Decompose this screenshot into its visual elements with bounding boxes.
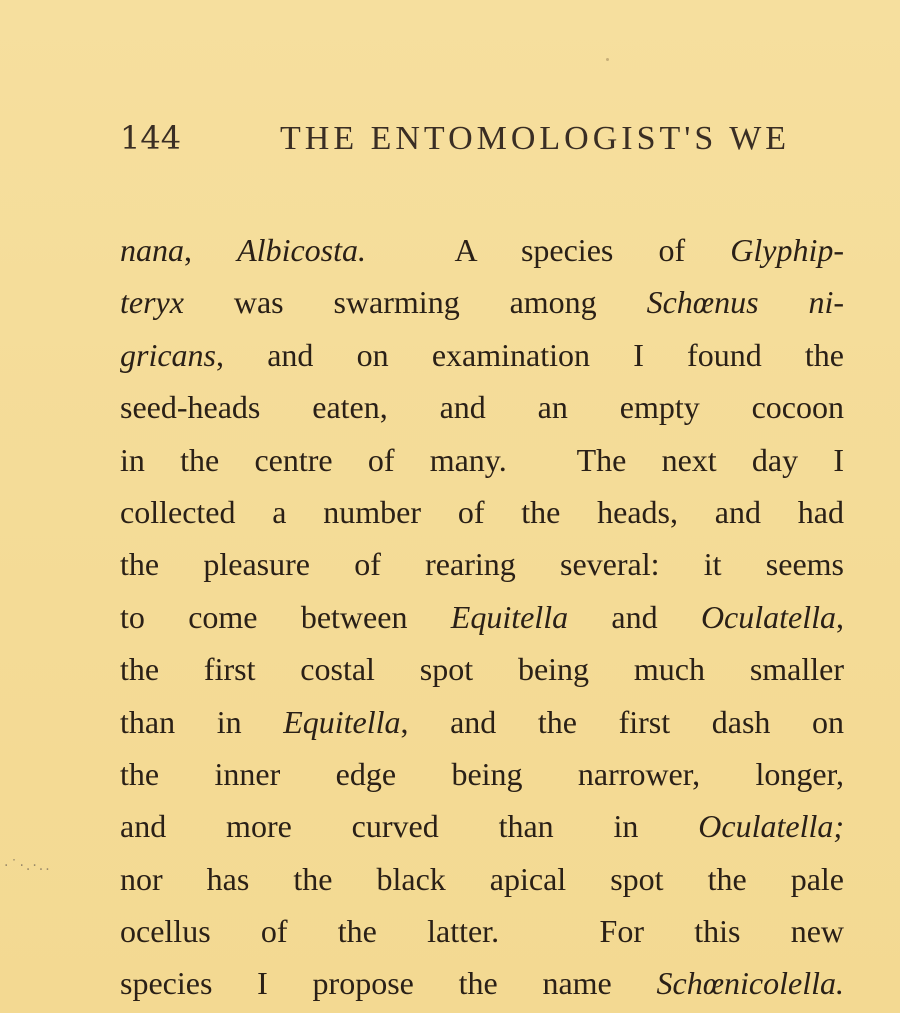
text-line (120, 957, 844, 1009)
text-run: seed-heads eaten, and an empty cocoon (120, 389, 844, 426)
text-line (120, 486, 844, 538)
text-run: to come between (120, 598, 451, 635)
text-run: , and the first dash on (400, 703, 845, 740)
text-line (120, 591, 844, 643)
text-run: in the centre of many. The next day I (120, 441, 844, 478)
text-line (120, 329, 844, 381)
text-run: the inner edge being narrower, longer, (120, 755, 844, 792)
text-line (120, 905, 844, 957)
text-line (120, 643, 844, 695)
text-run: nor has the black apical spot the pale (120, 860, 844, 897)
running-header (120, 118, 900, 168)
body-text (120, 224, 844, 1010)
italic-text: gricans (120, 336, 216, 373)
text-run: ocellus of the latter. For this new (120, 913, 844, 950)
italic-text: Schœnus ni- (646, 284, 845, 321)
text-run: the first costal spot being much smaller (120, 651, 844, 688)
text-line (120, 696, 844, 748)
text-run: , and on examination I found the (216, 336, 844, 373)
italic-text: nana (120, 232, 184, 268)
text-run: was swarming among (183, 284, 647, 321)
text-run: than in (120, 703, 284, 740)
italic-text: Albicosta. (237, 232, 366, 268)
paper-speck (606, 58, 609, 61)
italic-text: Schœnicolella. (656, 965, 844, 1002)
text-run: , (836, 598, 845, 635)
text-run: A species of (366, 232, 731, 268)
text-run: collected a number of the heads, and had (120, 493, 844, 530)
text-line (120, 853, 844, 905)
italic-text: Glyphip- (730, 232, 845, 268)
page-number: 144 (120, 119, 182, 157)
text-line (120, 434, 844, 486)
text-run: and (568, 598, 701, 635)
text-line (120, 748, 844, 800)
text-run: , (184, 232, 238, 268)
italic-text: Equitella (283, 703, 401, 740)
italic-text: Oculatella; (698, 808, 844, 845)
text-line (120, 381, 844, 433)
italic-text: Equitella (450, 598, 569, 635)
text-line (120, 276, 844, 328)
running-title: THE ENTOMOLOGIST'S WE (280, 120, 791, 157)
text-run: species I propose the name (120, 965, 657, 1002)
text-run: the pleasure of rearing several: it seems (120, 546, 844, 583)
text-line (120, 538, 844, 590)
margin-mark: ·˙·.·.. (4, 858, 52, 874)
text-line (120, 800, 844, 852)
text-run: and more curved than in (120, 808, 699, 845)
italic-text: teryx (120, 284, 184, 321)
italic-text: Oculatella (700, 598, 837, 635)
text-line (120, 224, 844, 276)
